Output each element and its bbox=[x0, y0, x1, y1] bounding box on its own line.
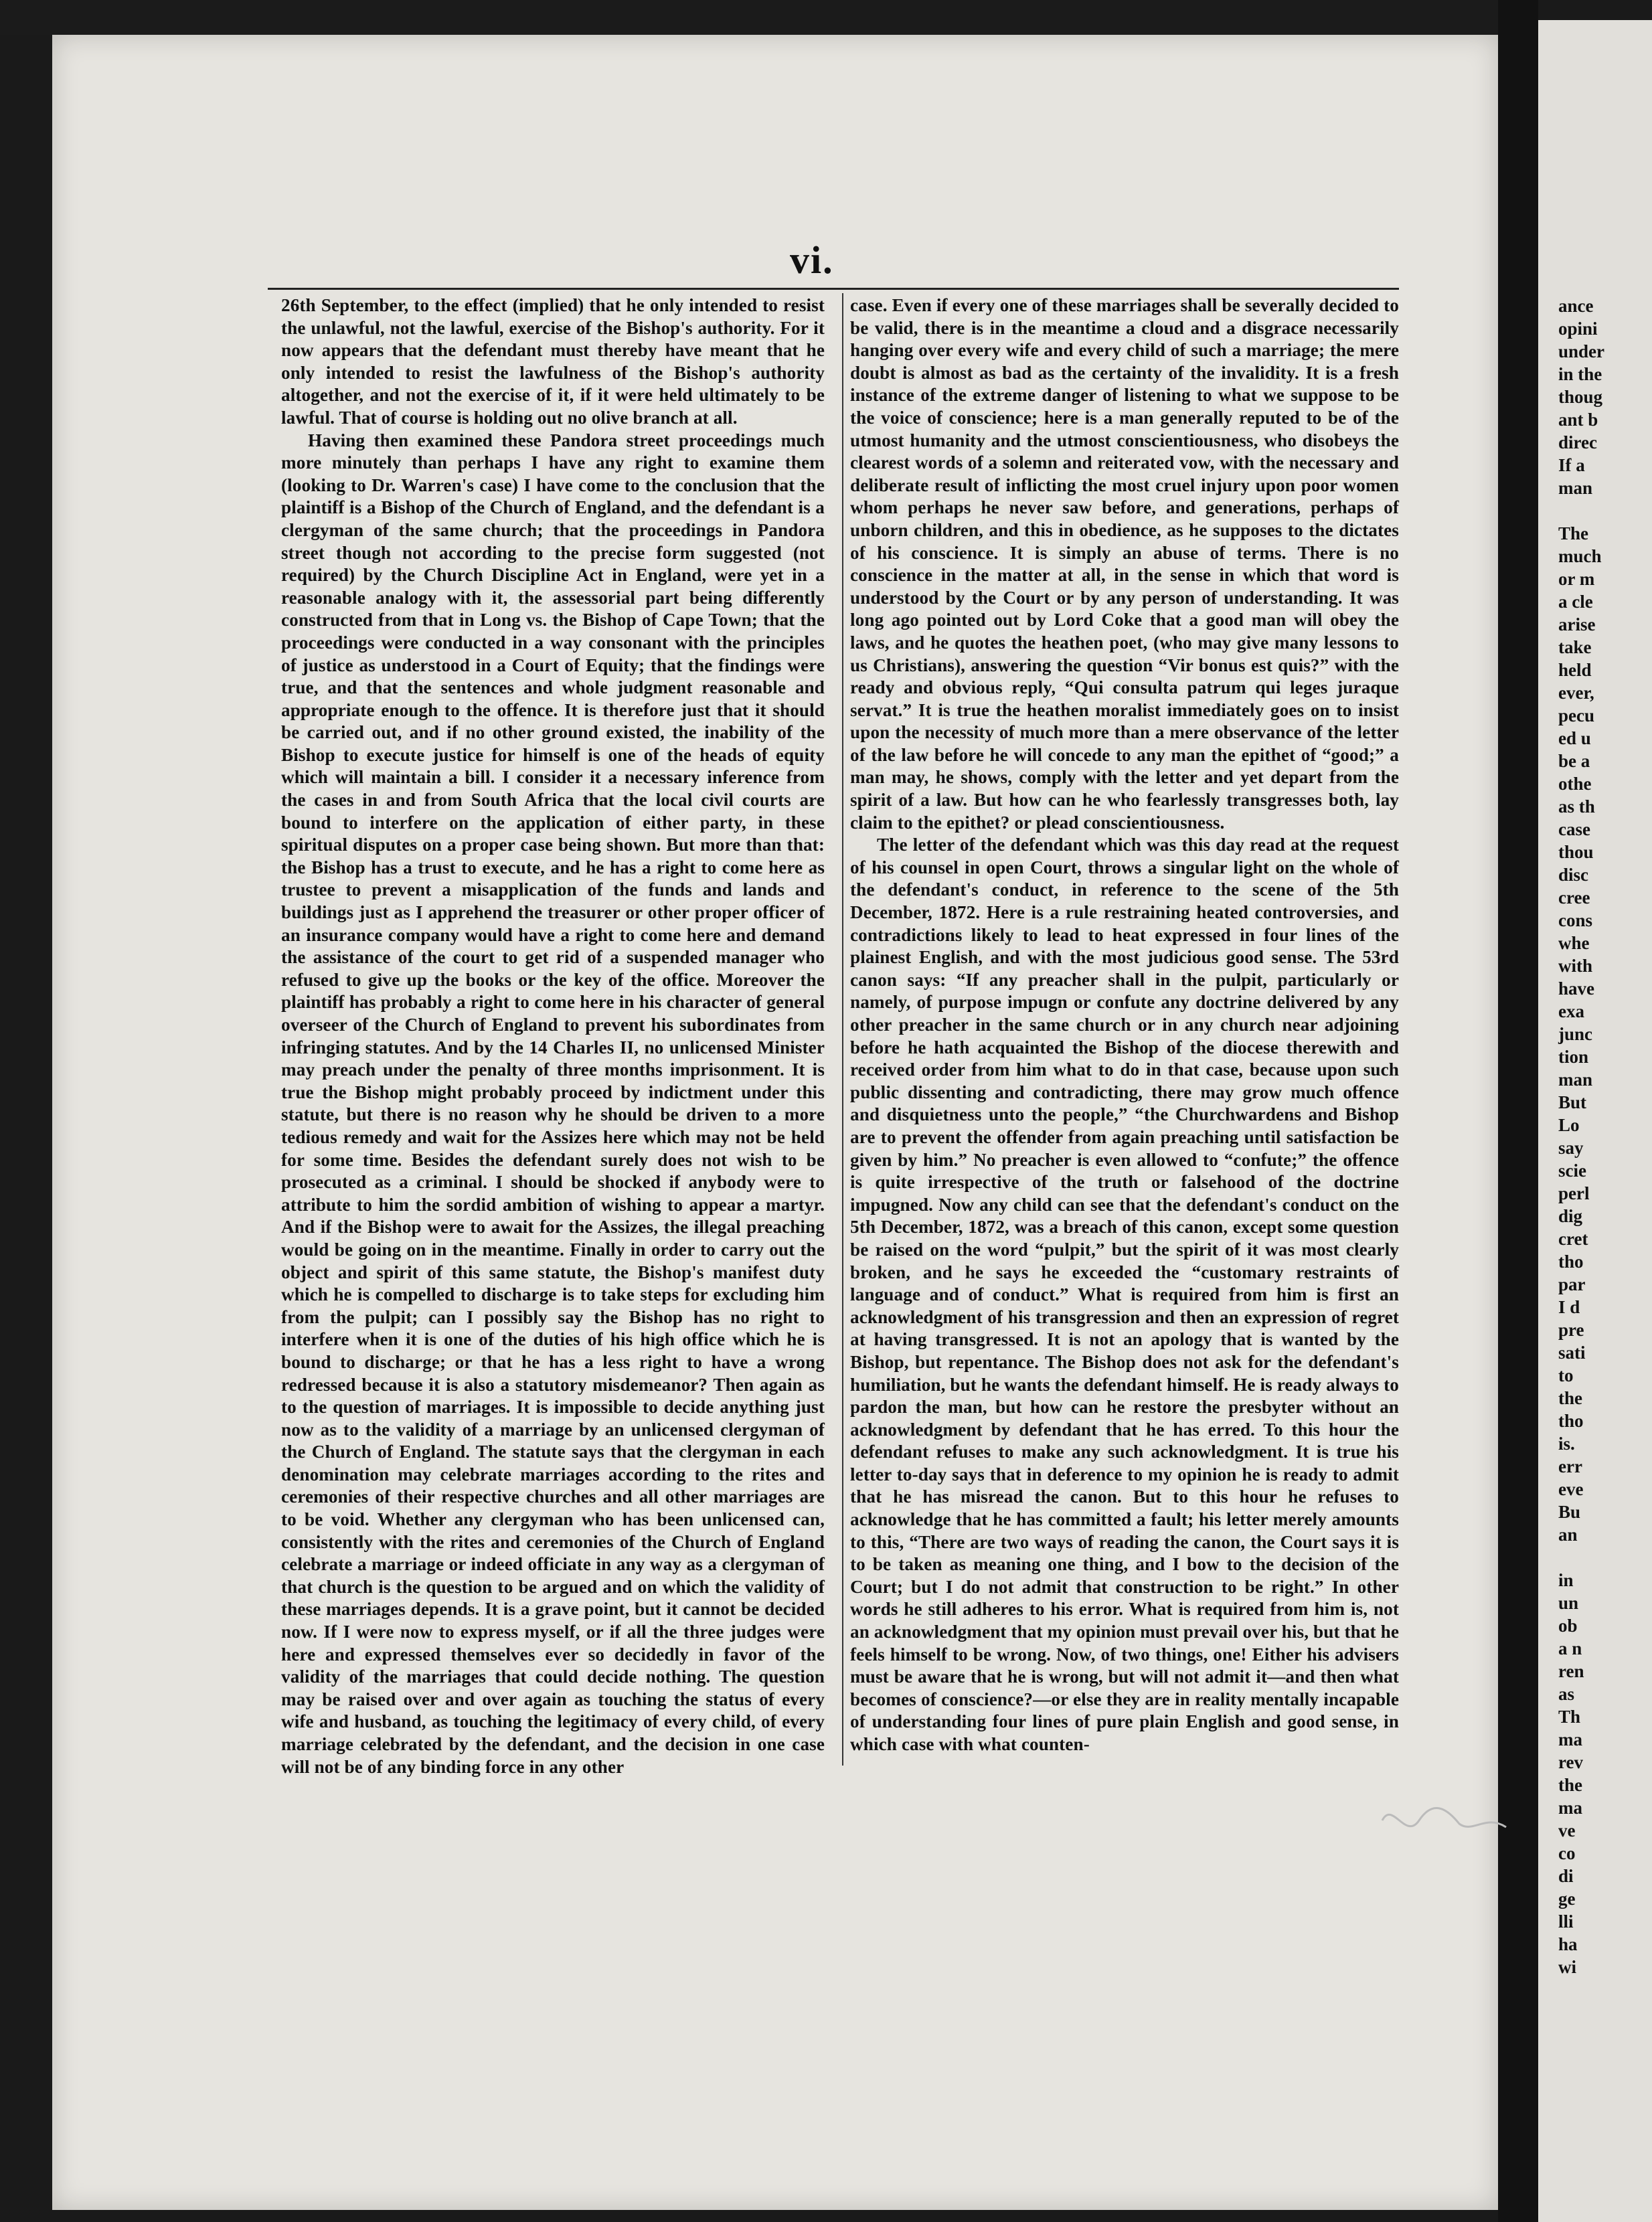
adjacent-page-fragment: err bbox=[1558, 1456, 1582, 1476]
adjacent-page-fragment: sati bbox=[1558, 1343, 1586, 1363]
adjacent-page-fragment: ed u bbox=[1558, 728, 1591, 748]
adjacent-page-fragment: ob bbox=[1558, 1616, 1578, 1636]
adjacent-page bbox=[1538, 20, 1652, 2222]
adjacent-page-fragment: a cle bbox=[1558, 592, 1593, 612]
adjacent-page-fragment: co bbox=[1558, 1843, 1576, 1863]
adjacent-page-fragment: lli bbox=[1558, 1911, 1574, 1932]
adjacent-page-fragment: is. bbox=[1558, 1434, 1575, 1454]
adjacent-page-fragment: thoug bbox=[1558, 387, 1603, 407]
adjacent-page-fragment: exa bbox=[1558, 1001, 1584, 1021]
adjacent-page-fragment: par bbox=[1558, 1274, 1586, 1294]
adjacent-page-fragment: ren bbox=[1558, 1661, 1584, 1681]
adjacent-page-fragment: disc bbox=[1558, 865, 1589, 885]
adjacent-page-fragment: perl bbox=[1558, 1183, 1590, 1203]
adjacent-page-fragment: ma bbox=[1558, 1798, 1582, 1818]
paragraph: Having then examined these Pandora street proceedings much more minutely than perhaps I have any right to examine them (looking to Dr. Warren's case) I have come to the conclusion that the plaintiff is a Bishop of the Church of England, and the defendant is a clergyman of the same church; that the proceedings in Pandora street though not according to the precise form suggested (not required) by the Church Discipline Act in England, were yet in a reasonable analogy with it, the assessorial part being differently constructed from that in Long vs. the Bishop of Cape Town; that the proceedings were conducted in a way consonant with the principles of justice as understood in a Court of Equity; that the findings were true, and that the sentences and whole judgment reasonable and appropriate enough to the offence. It is therefore just that it should be carried out, and if no other ground existed, the inability of the Bishop to execute justice for himself is one of the heads of equity which will maintain a bill. I consider it a necessary inference from the cases in and from South Africa that the local civil courts are bound to interfere on the application of either party, in these spiritual disputes on a proper case being shown. But more than that: the Bishop has a trust to execute, and he has a right to come here as trustee to prevent a misapplication of the funds and lands and buildings just as I apprehend the treasurer or other proper officer of an insurance company would have a right to come here and demand the assistance of the court to get rid of a suspended manager who refused to give up the books or the key of the office. Moreover the plaintiff has probably a right to come here in his character of general overseer of the Church of England to prevent his subordinates from infringing statutes. And by the 14 Charles II, no unlicensed Minister may preach under the penalty of three months imprisonment. It is true the Bishop might probably proceed by indictment under this statute, but there is no reason why he should be driven to a more tedious remedy and wait for the Assizes here which may not be held for some time. Besides the defendant surely does not wish to be prosecuted as a criminal. I should be shocked if anybody were to attribute to him the sordid ambition of wishing to appear a martyr. And if the Bishop were to await for the Assizes, the illegal preaching would be going on in the meantime. Finally in order to carry out the object and spirit of this same statute, the Bishop's manifest duty which he is compelled to discharge is to take steps for excluding him from the pulpit; can I possibly say the Bishop has no right to interfere when it is one of the duties of his high office which he is bound to discharge; or that he has a less right to have a wrong redressed because it is also a statutory misdemeanor? Then again as to the question of marriages. It is impossible to decide anything just now as to the validity of a marriage by an unlicensed clergyman of the Church of England. The statute says that the clergyman in each denomination may celebrate marriages according to the rites and ceremonies of their respective churches and all other marriages are to be void. Whether any clergyman who has been unlicensed can, consistently with the rites and ceremonies of the Church of England celebrate a marriage or indeed officiate in any way as a clergyman of that church is the question to be argued and on which the validity of these marriages depends. It is a grave point, but it cannot be decided now. If I were now to express myself, or if all the three judges were here and expressed themselves ever so decidedly in favor of the validity of the marriages that could decide nothing. The question may be raised over and over again as touching the status of every wife and husband, as touching the legitimacy of every child, of every marriage celebrated by the defendant, and the decision in one case will not be of any binding force in any other bbox=[281, 430, 825, 1777]
adjacent-page-fragment: or m bbox=[1558, 569, 1595, 589]
adjacent-page-fragment: pre bbox=[1558, 1320, 1584, 1340]
adjacent-page-fragment: junc bbox=[1558, 1024, 1593, 1044]
adjacent-page-fragment: as bbox=[1558, 1684, 1575, 1704]
adjacent-page-fragment: rev bbox=[1558, 1752, 1583, 1772]
adjacent-page-fragment: un bbox=[1558, 1593, 1579, 1613]
adjacent-page-fragment: man bbox=[1558, 478, 1593, 498]
adjacent-page-fragment: held bbox=[1558, 660, 1592, 680]
page-number: vi. bbox=[790, 238, 834, 282]
paragraph: 26th September, to the effect (implied) that he only intended to resist the unlawful, not the lawful, exercise of the Bishop's authority. For it now appears that the defendant must thereby have meant that he only intended to resist the lawfulness of the Bishop's authority altogether, and not the exercise of it, if it were held ultimately to be lawful. That of course is holding out no olive branch at all. bbox=[281, 295, 825, 428]
adjacent-page-fragment: the bbox=[1558, 1388, 1582, 1408]
left-column bbox=[281, 294, 825, 1778]
adjacent-page-fragment: Th bbox=[1558, 1707, 1581, 1727]
adjacent-page-fragments bbox=[1558, 294, 1604, 1978]
adjacent-page-fragment: di bbox=[1558, 1866, 1574, 1886]
adjacent-page-fragment: take bbox=[1558, 637, 1592, 657]
adjacent-page-fragment: The bbox=[1558, 523, 1589, 543]
adjacent-page-fragment: I d bbox=[1558, 1297, 1580, 1317]
adjacent-page-fragment bbox=[1558, 499, 1604, 522]
adjacent-page-fragment: in the bbox=[1558, 364, 1602, 384]
adjacent-page-fragment: the bbox=[1558, 1775, 1582, 1795]
binding-gutter bbox=[1498, 0, 1538, 2222]
adjacent-page-fragment: tho bbox=[1558, 1411, 1584, 1431]
header-rule bbox=[268, 288, 1399, 290]
adjacent-page-fragment: whe bbox=[1558, 933, 1590, 953]
adjacent-page-fragment: say bbox=[1558, 1138, 1584, 1158]
adjacent-page-fragment: ve bbox=[1558, 1820, 1576, 1841]
adjacent-page-fragment: ge bbox=[1558, 1889, 1576, 1909]
adjacent-page-fragment: cons bbox=[1558, 910, 1593, 930]
adjacent-page-fragment: thou bbox=[1558, 842, 1594, 862]
adjacent-page-fragment: much bbox=[1558, 546, 1602, 566]
adjacent-page-fragment: man bbox=[1558, 1070, 1593, 1090]
adjacent-page-fragment: ha bbox=[1558, 1934, 1578, 1954]
adjacent-page-fragment: a n bbox=[1558, 1638, 1582, 1658]
adjacent-page-fragment: case bbox=[1558, 819, 1590, 839]
adjacent-page-fragment: tho bbox=[1558, 1252, 1584, 1272]
adjacent-page-fragment: in bbox=[1558, 1570, 1574, 1590]
adjacent-page-fragment: as th bbox=[1558, 796, 1595, 817]
adjacent-page-fragment: cret bbox=[1558, 1229, 1588, 1249]
adjacent-page-fragment: opini bbox=[1558, 319, 1598, 339]
adjacent-page-fragment: under bbox=[1558, 341, 1605, 361]
adjacent-page-fragment: Bu bbox=[1558, 1502, 1581, 1522]
adjacent-page-fragment: direc bbox=[1558, 432, 1597, 452]
adjacent-page-fragment: If a bbox=[1558, 455, 1585, 475]
column-divider bbox=[842, 293, 843, 1766]
adjacent-page-fragment: be a bbox=[1558, 751, 1590, 771]
adjacent-page-fragment: Lo bbox=[1558, 1115, 1580, 1135]
adjacent-page-fragment: tion bbox=[1558, 1047, 1589, 1067]
adjacent-page-fragment: cree bbox=[1558, 887, 1590, 908]
adjacent-page-fragment: But bbox=[1558, 1092, 1587, 1112]
adjacent-page-fragment: ever, bbox=[1558, 683, 1594, 703]
adjacent-page-fragment: ance bbox=[1558, 296, 1594, 316]
adjacent-page-fragment: arise bbox=[1558, 614, 1596, 634]
scan-top-edge bbox=[0, 0, 1498, 35]
adjacent-page-fragment: eve bbox=[1558, 1479, 1584, 1499]
adjacent-page-fragment: othe bbox=[1558, 774, 1592, 794]
adjacent-page-fragment: dig bbox=[1558, 1206, 1583, 1226]
adjacent-page-fragment: ma bbox=[1558, 1729, 1582, 1749]
adjacent-page-fragment: wi bbox=[1558, 1957, 1576, 1977]
adjacent-page-fragment: an bbox=[1558, 1525, 1578, 1545]
adjacent-page-fragment: to bbox=[1558, 1365, 1574, 1385]
adjacent-page-fragment: with bbox=[1558, 956, 1593, 976]
adjacent-page-fragment bbox=[1558, 1546, 1604, 1569]
pencil-scribble bbox=[1379, 1794, 1513, 1847]
right-column bbox=[850, 294, 1399, 1756]
adjacent-page-fragment: ant b bbox=[1558, 410, 1598, 430]
adjacent-page-fragment: pecu bbox=[1558, 705, 1594, 725]
paragraph: The letter of the defendant which was this day read at the request of his counsel in open Court, throws a singular light on the whole of the defendant's conduct, in reference to the scene of the 5th December, 1872. Here is a rule restraining heated controversies, and contradictions likely to lead to heat expressed in four lines of the plainest English, and with the most judicious good sense. The 53rd canon says: “If any preacher shall in the pulpit, particularly or namely, of purpose impugn or confute any doctrine delivered by any other preacher in the same church or in any church near adjoining before he hath acquainted the Bishop of the diocese therewith and received order from him what to do in that case, because upon such public dissenting and contradicting, there may grow much offence and disquietness unto the people,” “the Churchwardens and Bishop are to prevent the offender from again preaching until satisfaction be given by him.” No preacher is even allowed to “confute;” the offence is quite irrespective of the truth or falsehood of the doctrine impugned. Now any child can see that the defendant's conduct on the 5th December, 1872, was a breach of this canon, except some question be raised on the word “pulpit,” but the spirit of it was most clearly broken, and he says he exceeded the “customary restraints of language and of conduct.” What is required from him is first an acknowledgment of his transgression and then an expression of regret at having transgressed. It is not an apology that is wanted by the Bishop, but repentance. The Bishop does not ask for the defendant's humiliation, but he wants the defendant himself. He is ready always to pardon the man, but how can he restore the presbyter without an acknowledgment by defendant that he has erred. To this hour the defendant refuses to make any such acknowledgment. It is true his letter to-day says that in deference to my opinion he is ready to admit that he has misread the canon. But to this hour he refuses to acknowledge that he has committed a fault; his letter merely amounts to this, “There are two ways of reading the canon, the Court says it is to be taken as meaning one thing, and I bow to the decision of the Court; but I do not admit that construction to be right.” In other words he still adheres to his error. What is required from him is, not an acknowledgment that my opinion must prevail over his, but that he feels himself to be wrong. Now, of two things, one! Either his advisers must be aware that he is wrong, but will not admit it—and then what becomes of conscience?—or else they are in reality mentally incapable of understanding four lines of pure plain English and good sense, in which case with what counten- bbox=[850, 835, 1399, 1754]
adjacent-page-fragment: scie bbox=[1558, 1161, 1586, 1181]
adjacent-page-fragment: have bbox=[1558, 978, 1594, 999]
paragraph: case. Even if every one of these marriages shall be severally decided to be valid, there is in the meantime a cloud and a disgrace necessarily hanging over every wife and every child of such a marriage; the mere doubt is almost as bad as the certainty of the invalidity. It is a fresh instance of the extreme danger of listening to what we suppose to be the voice of conscience; here is a man generally reputed to be of the utmost humanity and the utmost conscientiousness, who disobeys the clearest words of a solemn and reiterated vow, with the necessary and deliberate result of inflicting the most cruel injury upon poor women whom perhaps he never saw before, and generations, perhaps of unborn children, and this in obedience, as he supposes to the dictates of his conscience. It is simply an abuse of terms. There is no conscience in the matter at all, in the sense in which that word is understood by the Court or by any person of understanding. It was long ago pointed out by Lord Coke that a good man will obey the laws, and he quotes the heathen poet, (who may give many lessons to us Christians), answering the question “Vir bonus est quis?” with the ready and obvious reply, “Qui consulta patrum qui leges juraque servat.” It is true the heathen moralist immediately goes on to insist upon the necessity of much more than a mere observance of the letter of the law before he will concede to any man the epithet of “good;” a man may, he shows, comply with the letter and yet depart from the spirit of a law. But how can he who fearlessly transgresses both, lay claim to the epithet? or plead conscientiousness. bbox=[850, 295, 1399, 833]
